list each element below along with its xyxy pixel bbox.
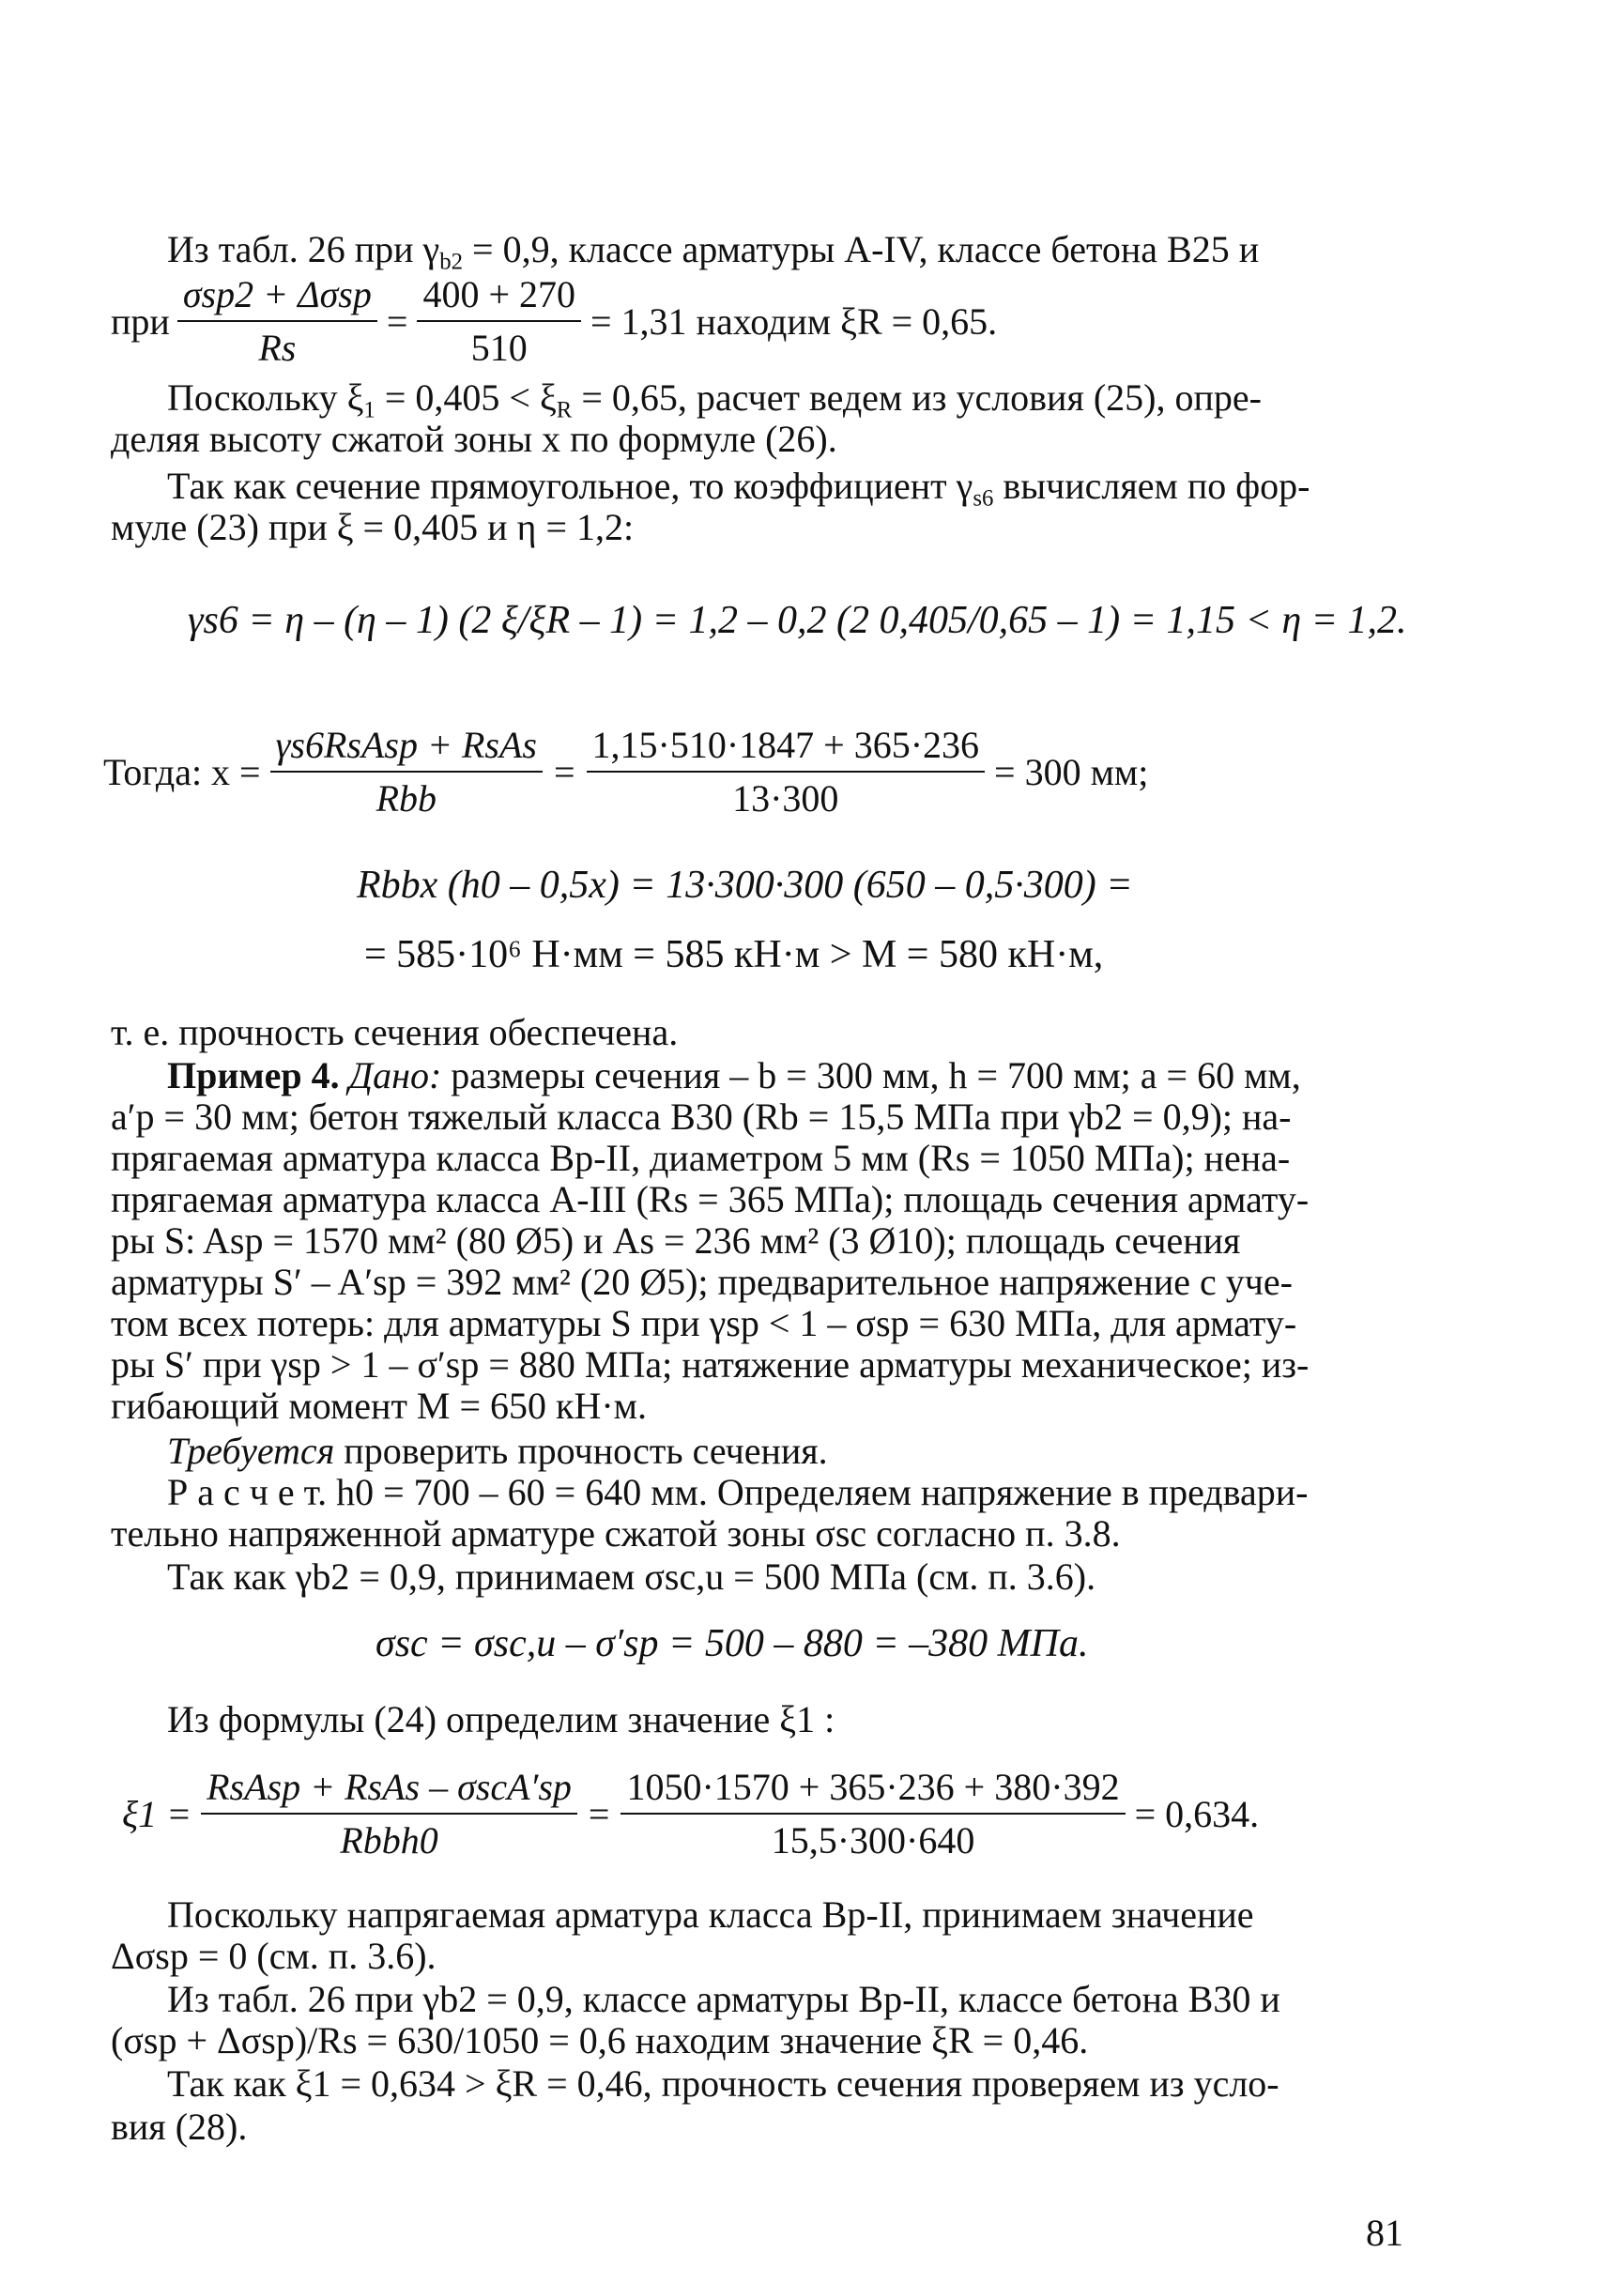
formula-moment-1: Rbbx (h0 – 0,5x) = 13·300·300 (650 – 0,5·300) = (357, 864, 1133, 907)
text-line-19: Так как γb2 = 0,9, принимаем σsc,u = 500 МПа (см. п. 3.6). (167, 1555, 1096, 1598)
text-line-16: Требуется проверить прочность сечения. (167, 1430, 828, 1472)
formula-x: Тогда: x = $\frac{\text{γs6RsAsp + RsAs}}{\text{Rbb}}$ = $\frac{1,15\cdot 510\cdot 1847 + 365\cdot 236}{13\cdot 300}$ = 300 мм; (103, 724, 1149, 820)
fraction-x-symbolic: $\frac{\text{γs6RsAsp + RsAs}}{\text{Rbb}}$ (270, 723, 543, 820)
text-line-23: Из табл. 26 при γb2 = 0,9, классе арматуры Bp-II, классе бетона B30 и (167, 1978, 1280, 2020)
formula-sigma-sc: σsc = σsc,u – σ′sp = 500 – 880 = –380 МПа. (375, 1622, 1089, 1665)
text-line-14: ры S′ при γsp > 1 – σ′sp = 880 МПа; натяжение арматуры механическое; из- (111, 1343, 1310, 1386)
text-line-3: деляя высоту сжатой зоны x по формуле (26). (111, 418, 837, 460)
fraction-400-270-over-510: $\frac{400 + 270}{510}$ (417, 272, 581, 370)
fraction-x-numeric: $\frac{1,15\cdot 510\cdot 1847 + 365\cdot 236}{13\cdot 300}$ (587, 723, 986, 820)
formula-moment-2: = 585·10⁶ Н·мм = 585 кН·м > M = 580 кН·м, (364, 933, 1104, 976)
text-line-24: (σsp + Δσsp)/Rs = 630/1050 = 0,6 находим значение ξR = 0,46. (111, 2019, 1089, 2061)
text-line-13: том всех потерь: для арматуры S при γsp < 1 – σsp = 630 МПа, для армату- (111, 1302, 1297, 1344)
text-line-25: Так как ξ1 = 0,634 > ξR = 0,46, прочность сечения проверяем из усло- (167, 2062, 1279, 2105)
text-line-4: Так как сечение прямоугольное, то коэффициент $\gamma_{s6}$ вычисляем по фор- (167, 465, 1310, 512)
text-line-20: Из формулы (24) определим значение ξ1 : (167, 1698, 835, 1740)
text-line-15: гибающий момент M = 650 кН·м. (111, 1385, 647, 1427)
page-number: 81 (1366, 2212, 1403, 2254)
text-line-26: вия (28). (111, 2106, 248, 2148)
text-line-10: прягаемая арматура класса A-III (Rs = 365 МПа); площадь сечения армату- (111, 1178, 1310, 1220)
text-line-2: Поскольку $\xi_1 = 0,405 < \xi_R = 0,65$, расчет ведем из условия (25), опре- (167, 376, 1262, 423)
text-line-18: тельно напряженной арматуре сжатой зоны σsc согласно п. 3.8. (111, 1512, 1121, 1555)
text-line-8: a′p = 30 мм; бетон тяжелый класса B30 (Rb = 15,5 МПа при γb2 = 0,9); на- (111, 1096, 1292, 1138)
formula-xi-1: ξ1 = $\frac{\text{RsAsp + RsAs – σscA′sp}}{\text{Rbbh0}}$ = $\frac{1050\cdot 1570 + 365\cdot 236 + 380\cdot 392}{15,5\cdot 300\cdot 640}$ = 0,634. (122, 1766, 1260, 1862)
text-line-1: Из табл. 26 при $\gamma_{b2} = 0,9$, классе арматуры A-IV, классе бетона B25 и (167, 228, 1260, 275)
fraction-xi-symbolic: $\frac{\text{RsAsp + RsAs – σscA′sp}}{\text{Rbbh0}}$ (201, 1765, 577, 1862)
example-heading: Пример 4. Дано: размеры сечения – b = 300 мм, h = 700 мм; a = 60 мм, (167, 1054, 1301, 1096)
formula-xi-r: при $\frac{\text{σsp2 + Δσsp}}{Rs}$ = $\frac{400 + 270}{510}$ = 1,31 находим ξR = 0,65. (111, 273, 998, 369)
text-line-22: Δσsp = 0 (см. п. 3.6). (111, 1935, 437, 1977)
text-line-17: Р а с ч е т. h0 = 700 – 60 = 640 мм. Определяем напряжение в предвари- (167, 1471, 1309, 1513)
text-line-9: прягаемая арматура класса Bp-II, диаметром 5 мм (Rs = 1050 МПа); нена- (111, 1137, 1291, 1179)
text-line-11: ры S: Asp = 1570 мм² (80 Ø5) и As = 236 мм² (3 Ø10); площадь сечения (111, 1219, 1241, 1262)
text-line-21: Поскольку напрягаемая арматура класса Bp-II, принимаем значение (167, 1893, 1254, 1936)
fraction-sigma-over-rs: $\frac{\text{σsp2 + Δσsp}}{Rs}$ (177, 272, 377, 370)
text-line-6: т. е. прочность сечения обеспечена. (111, 1011, 679, 1053)
text-line-12: арматуры S′ – A′sp = 392 мм² (20 Ø5); предварительное напряжение с уче- (111, 1261, 1293, 1303)
fraction-xi-numeric: $\frac{1050\cdot 1570 + 365\cdot 236 + 380\cdot 392}{15,5\cdot 300\cdot 640}$ (620, 1765, 1125, 1862)
text-line-5: муле (23) при ξ = 0,405 и η = 1,2: (111, 506, 635, 548)
formula-gamma-s6: γs6 = η – (η – 1) (2 ξ/ξR – 1) = 1,2 – 0,2 (2 0,405/0,65 – 1) = 1,15 < η = 1,2. (188, 599, 1407, 642)
